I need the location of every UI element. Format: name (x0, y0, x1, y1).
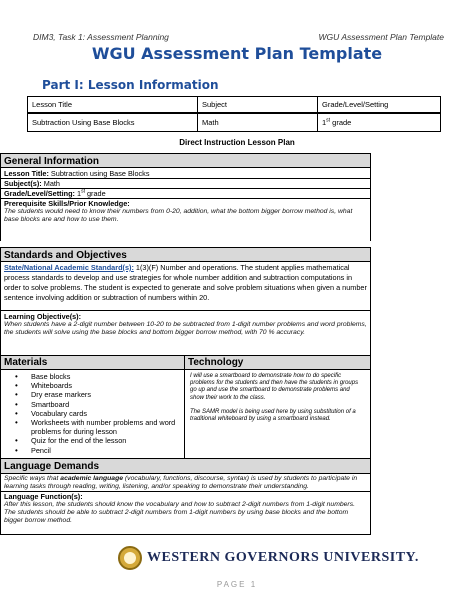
cell-grade (318, 113, 441, 131)
prereq-text: The students would need to know their numbers from 0-20, addition, what the bottom bigger borrow method is, what base blocks are and how to use them. (4, 208, 353, 223)
wgu-logo (118, 546, 419, 570)
logo-text: WESTERN GOVERNORS UNIVERSITY. (147, 550, 419, 565)
standard-text: 1(3)(F) Number and operations. The student applies mathematical process standards to develop and use strategies for whole number addition and subtraction computations in order to solve problems. The student is expected to generate and solve problem situations when given a number sentence involving addition or subtraction of numbers within 20. (4, 263, 367, 302)
language-intro-pre: Specific ways that (4, 475, 61, 482)
col-header-subject: Subject (198, 97, 318, 114)
technology-column (185, 356, 370, 458)
page-number: PAGE 1 (216, 580, 258, 589)
materials-list (1, 370, 184, 455)
language-demands-section (0, 459, 371, 535)
prereq-label: Prerequisite Skills/Prior Knowledge: (4, 199, 130, 208)
grade-label: Grade/Level/Setting: (4, 189, 75, 198)
material-item: • Pencil (15, 446, 184, 455)
cell-lesson-title: Subtraction Using Base Blocks (28, 113, 198, 131)
material-item: • Whiteboards (15, 381, 184, 390)
grade-word: grade (332, 117, 352, 127)
language-intro-post: (vocabulary, functions, discourse, syntax) is used by students to participate in learning tasks through reading, writing, listening, and/or speaking to demonstrate their understanding. (4, 475, 358, 490)
material-item: • Smartboard (15, 400, 184, 409)
materials-technology-section (0, 355, 371, 459)
subjects-value: Math (43, 179, 60, 188)
language-intro-bold: academic language (60, 475, 124, 482)
grade-value-sup: st (81, 188, 85, 195)
objectives-label: Learning Objective(s): (4, 312, 82, 321)
header-right: WGU Assessment Plan Template (318, 32, 444, 42)
materials-column (1, 356, 185, 458)
lesson-title-label: Lesson Title: (4, 169, 49, 178)
material-item: • Vocabulary cards (15, 409, 184, 418)
document-title: WGU Assessment Plan Template (91, 44, 383, 63)
grade-number: 1 (322, 117, 327, 127)
lesson-info-table (27, 96, 441, 132)
material-item: • Base blocks (15, 372, 184, 381)
col-header-lesson-title: Lesson Title (28, 97, 198, 114)
language-intro (1, 473, 370, 491)
objectives-text: When students have a 2-digit number between 10-20 to be subtracted from 1-digit number problems and word problems, the students will solve using the base blocks and bottom bigger borrow method, with 70 % accuracy. (4, 321, 367, 336)
technology-band: Technology (185, 356, 370, 370)
grade-value-word: grade (86, 189, 106, 198)
technology-text (185, 370, 370, 423)
material-item: • Dry erase markers (15, 390, 184, 399)
material-item: • Quiz for the end of the lesson (15, 436, 184, 445)
language-function-label: Language Function(s): (4, 492, 83, 501)
standards-band: Standards and Objectives (1, 248, 370, 262)
language-band: Language Demands (1, 459, 370, 473)
standards-section (0, 247, 371, 355)
grade-suffix: st (326, 117, 331, 124)
plan-heading: Direct Instruction Lesson Plan (179, 138, 295, 147)
standard-paragraph (1, 262, 370, 304)
materials-band: Materials (1, 356, 184, 370)
subjects-line (1, 179, 370, 188)
subjects-label: Subject(s): (4, 179, 42, 188)
material-item: • Worksheets with number problems and word problems for during lesson (15, 418, 184, 436)
grade-value-num: 1 (77, 189, 82, 198)
technology-paragraph-2: The SAMR model is being used here by using substitution of a traditional whiteboard by using a smartboard instead. (190, 408, 356, 423)
part-one-heading: Part I: Lesson Information (42, 78, 219, 92)
header-left: DIM3, Task 1: Assessment Planning (33, 32, 169, 42)
lesson-title-line (1, 168, 370, 178)
cell-subject: Math (198, 113, 318, 131)
grade-line (1, 189, 370, 198)
col-header-grade: Grade/Level/Setting (318, 97, 441, 114)
standard-link[interactable]: State/National Academic Standard(s): (4, 263, 134, 272)
technology-paragraph-1: I will use a smartboard to demonstrate how to do specific problems for the students and then have the students in groups go up and use the smartboard to demonstrate problems and show their work to the class. (190, 373, 359, 401)
university-seal-icon (118, 546, 142, 570)
general-info-section (0, 153, 371, 241)
language-function-text: After this lesson, the students should know the vocabulary and how to subtract 2-digit numbers from 1-digit numbers. The students should be able to subtract 2-digit numbers from 1-digit numbers by using base blocks and the bottom bigger borrow method. (4, 501, 355, 524)
lesson-title-value: Subtraction using Base Blocks (50, 169, 150, 178)
general-info-band: General Information (1, 154, 370, 168)
